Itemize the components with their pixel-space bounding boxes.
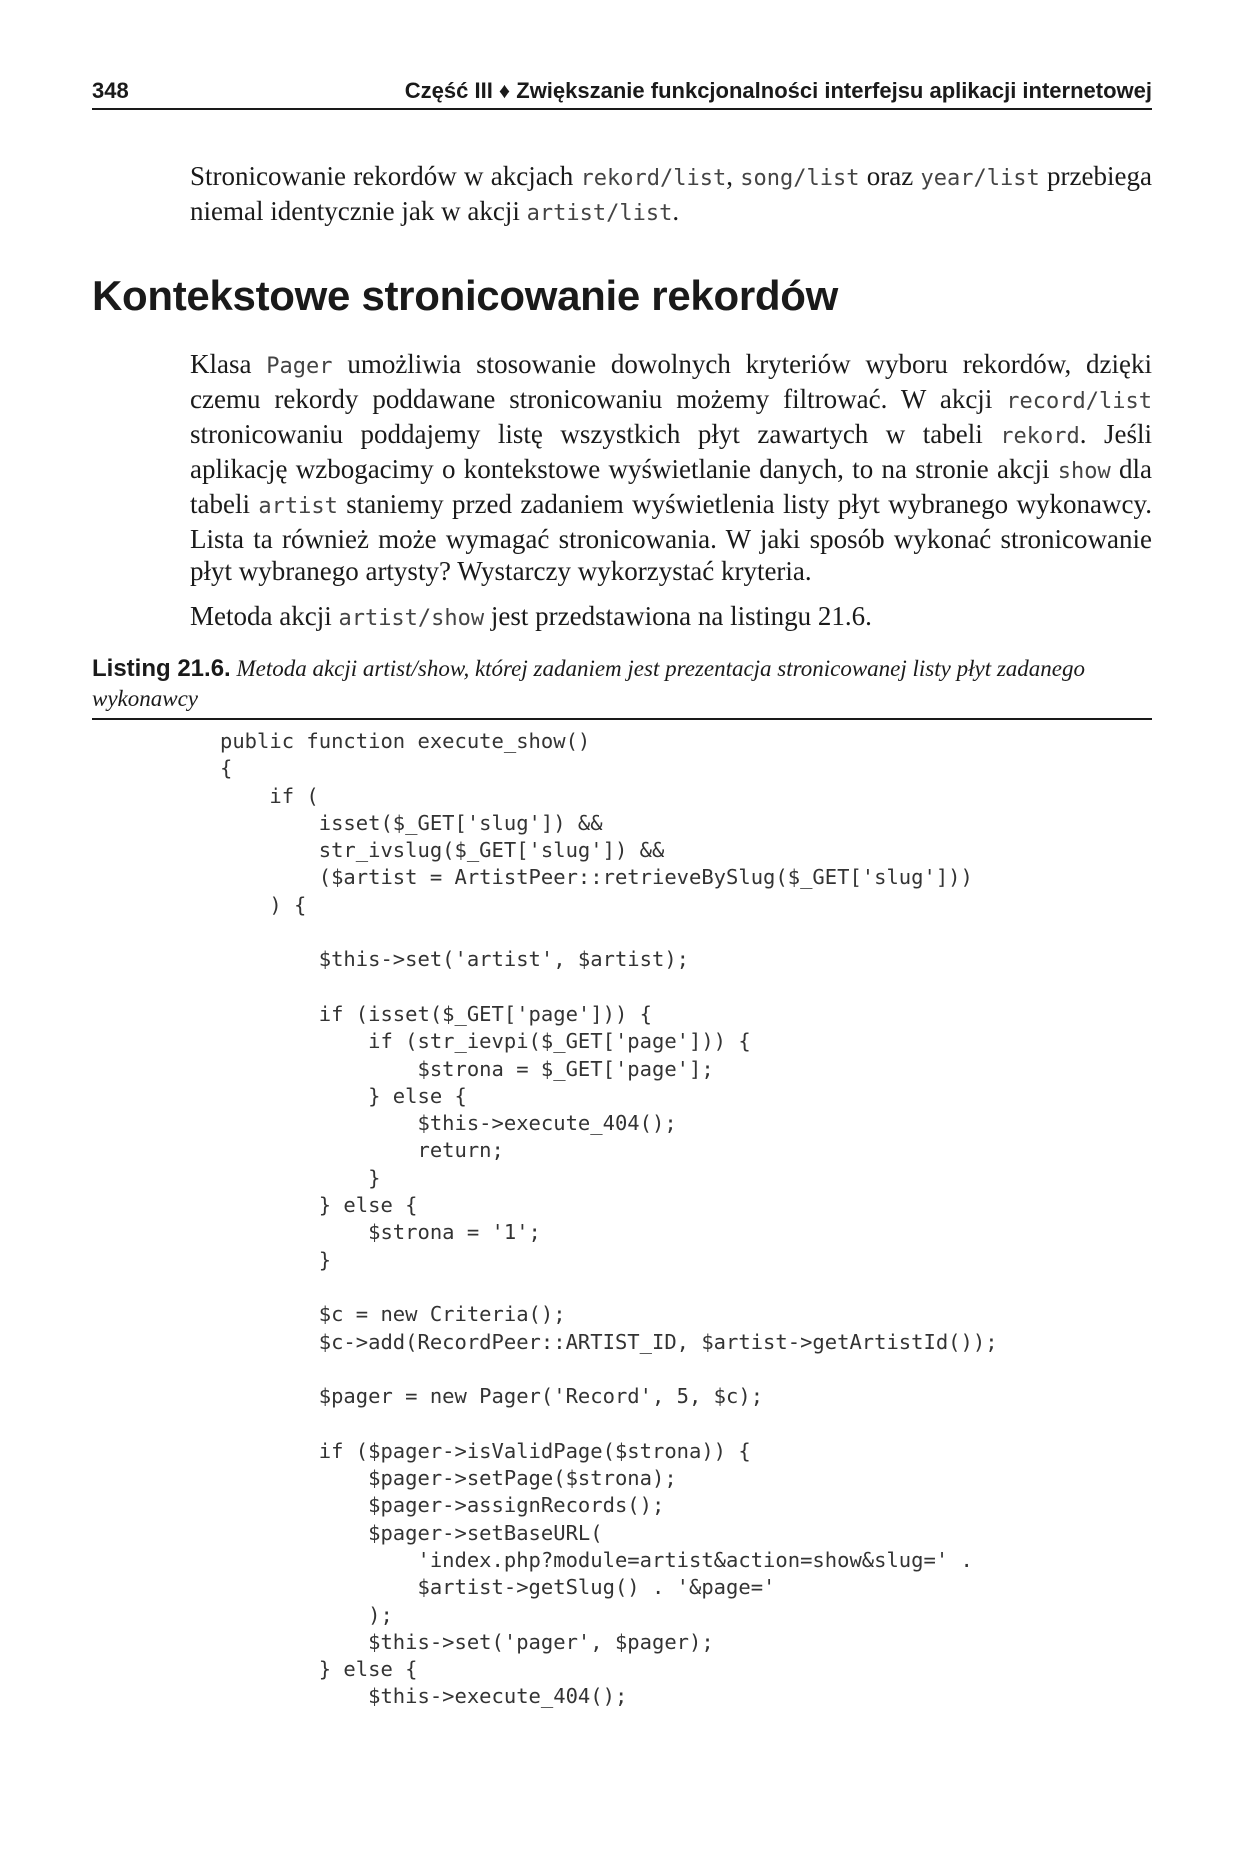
text: umożliwia stosowanie dowolnych kryteriów wyboru rekordów, dzięki czemu rekordy poddawane stronicowaniu możemy filtrować. W akcji xyxy=(190,349,1152,414)
inline-code: rekord xyxy=(1000,424,1080,449)
text: dla tabeli xyxy=(190,454,1152,519)
inline-code: rekord/list xyxy=(580,166,727,191)
text: stronicowaniu poddajemy listę wszystkich płyt zawartych w tabeli xyxy=(190,419,1001,449)
text: Metoda akcji xyxy=(190,601,339,631)
text: przebiega niemal identycznie jak w akcji xyxy=(190,161,1152,226)
text: Klasa xyxy=(190,349,267,379)
chapter-title: Część III ♦ Zwiększanie funkcjonalności interfejsu aplikacji internetowej xyxy=(404,78,1152,103)
intro-paragraph xyxy=(190,160,1152,230)
text: , xyxy=(726,161,741,191)
page-number: 348 xyxy=(92,78,129,103)
running-header xyxy=(92,72,1152,110)
listing-label: Listing 21.6. xyxy=(92,655,231,682)
inline-code: artist xyxy=(258,494,338,519)
body-paragraph xyxy=(190,348,1152,587)
text: . Jeśli aplikację wzbogacimy o kontekstowe wyświetlanie danych, to na stronie akcji xyxy=(190,419,1152,484)
inline-code: year/list xyxy=(920,166,1040,191)
text: . xyxy=(672,196,680,226)
inline-code: Pager xyxy=(266,354,333,379)
text: jest przedstawiona na listingu 21.6. xyxy=(484,601,872,631)
listing-caption xyxy=(92,654,1152,720)
listing-caption-text: Metoda akcji artist/show, której zadaniem jest prezentacja stronicowanej listy płyt zadanego wykonawcy xyxy=(92,656,1086,711)
text: oraz xyxy=(859,161,921,191)
section-heading: Kontekstowe stronicowanie rekordów xyxy=(92,272,838,319)
code-listing: public function execute_show() { if ( isset($_GET['slug']) && str_ivslug($_GET['slug']) && ($artist = ArtistPeer::retrieveBySlug($_GET['slug'])) ) { $this->set('artist', $artist); if (isset($_GET['page'])) { if (str_ievpi($_GET['page'])) { $strona = $_GET['page']; } else { $this->execute_404(); return; } } else { $strona = '1'; } $c = new Criteria(); $c->add(RecordPeer::ARTIST_ID, $artist->getArtistId()); $pager = new Pager('Record', 5, $c); if ($pager->isValidPage($strona)) { $pager->setPage($strona); $pager->assignRecords(); $pager->setBaseURL( 'index.php?module=artist&action=show&slug=' . $artist->getSlug() . '&page=' ); $this->set('pager', $pager); } else { $this->execute_404(); xyxy=(220,729,998,1709)
inline-code: artist/show xyxy=(338,606,485,631)
inline-code: show xyxy=(1057,459,1111,484)
inline-code: artist/list xyxy=(526,201,673,226)
inline-code: song/list xyxy=(740,166,860,191)
text: Stronicowanie rekordów w akcjach xyxy=(190,161,581,191)
inline-code: record/list xyxy=(1006,389,1152,414)
text: staniemy przed zadaniem wyświetlenia listy płyt wybranego wykonawcy. Lista ta również może wymagać stronicowania. W jaki sposób wykonać stronicowanie płyt wybranego artysty? Wystarczy wykorzystać kryteria. xyxy=(190,489,1152,586)
method-note-paragraph xyxy=(190,600,1152,635)
